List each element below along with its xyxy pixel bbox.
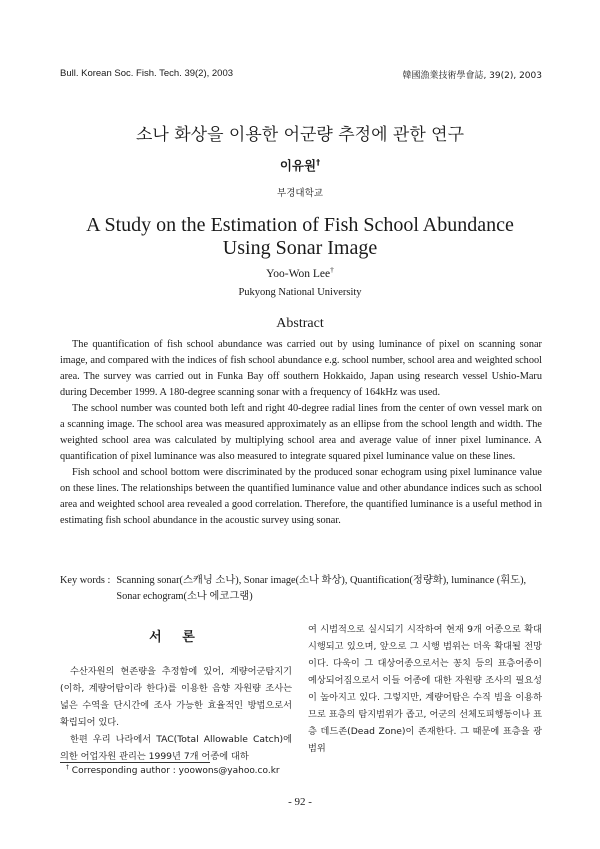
footnote: [66, 766, 280, 776]
english-affiliation: Pukyong National University: [238, 287, 362, 298]
abstract-body: [60, 337, 542, 529]
english-title-line-2: Using Sonar Image: [222, 237, 378, 259]
english-title-line-1: A Study on the Estimation of Fish School Abundance: [86, 214, 514, 236]
english-author-mark: †: [330, 265, 334, 275]
korean-affiliation: 부경대학교: [277, 188, 323, 199]
english-author-name: Yoo-Won Lee: [266, 268, 331, 280]
keywords-text: Scanning sonar(스캐닝 소나), Sonar image(소나 화상), Quantification(정량화), luminance (휘도), Sonar echogram(소나 에코그램): [116, 575, 527, 602]
intro-paragraph: 한편 우리 나라에서 TAC(Total Allowable Catch)에 의한 어업자원 관리는 1999년 7개 어종에 대하: [60, 734, 292, 762]
abstract-heading: Abstract: [276, 316, 324, 331]
footnote-rule: [60, 762, 210, 763]
footnote-mark: †: [66, 765, 69, 771]
abstract-paragraph: The quantification of fish school abundance was carried out by using luminance of pixel on scanning sonar image, and compared with the indices of fish school abundance e.g. school number, school area and weighted school area. The survey was carried out in Funka Bay off southern Hokkaido, Japan using research vessel Ushio-Maru during December 1999. A 180-degree scanning sonar with a frequency of 164kHz was used.: [60, 339, 542, 398]
intro-right-column: [308, 621, 542, 757]
running-header-left: Bull. Korean Soc. Fish. Tech. 39(2), 2003: [60, 68, 234, 79]
english-title: [0, 214, 600, 260]
keywords-label: Key words :: [60, 575, 111, 586]
korean-author-name: 이유원: [279, 158, 317, 173]
intro-paragraph: 수산자원의 현존량을 추정함에 있어, 계량어군탐지기(이하, 계량어탐이라 한다)를 이용한 음향 자원량 조사는 넓은 수역을 단시간에 조사 가능한 효율적인 방법으로서 확립되어 있다.: [60, 666, 292, 728]
running-header-right: 韓國漁業技術學會誌, 39(2), 2003: [402, 71, 542, 81]
footnote-text: Corresponding author : yoowons@yahoo.co.kr: [71, 766, 280, 776]
korean-title: 소나 화상을 이용한 어군량 추정에 관한 연구: [135, 125, 465, 145]
intro-paragraph: 여 시범적으로 실시되기 시작하여 현재 9개 어종으로 확대 시행되고 있으며, 앞으로 그 시행 범위는 더욱 확대될 전망이다. 다욱이 그 대상어종으로서는 꽁치 등의 표층어종이 예상되어짐으로서 이들 어종에 대한 자원량 조사의 필요성이 높아지고 있다. 그렇지만, 계량어탐은 수직 빔을 이용하므로 표층의 탐지범위가 좁고, 어군의 선체도피행동이나 표층 데드존(Dead Zone)이 존재한다. 그 때문에 표층을 광범위: [308, 624, 542, 754]
korean-author: [0, 156, 600, 174]
page-number: - 92 -: [288, 796, 312, 808]
keywords: [60, 573, 542, 605]
korean-author-mark: †: [316, 156, 321, 167]
intro-left-column: [60, 620, 292, 765]
english-author: [0, 265, 600, 280]
abstract-paragraph: The school number was counted both left and right 40-degree radial lines from the center of own vessel mark on a scanning image. The school area was measured approximately as an ellipse from the school length and width. The weighted school area was calculated by multiplying school area and average value of inner pixel luminance. A quantification of pixel luminance was also measured to integrate squared pixel luminance value on these lines.: [60, 403, 542, 462]
intro-heading: 서 론: [149, 630, 203, 645]
abstract-paragraph: Fish school and school bottom were discriminated by the produced sonar echogram using pixel luminance value on these lines. The relationships between the quantified luminance value and other abundance indices such as school area and weighted school area revealed a good correlation. Therefore, the quantified luminance is a useful method in estimating fish school abundance in the acoustic survey using sonar.: [60, 467, 542, 526]
